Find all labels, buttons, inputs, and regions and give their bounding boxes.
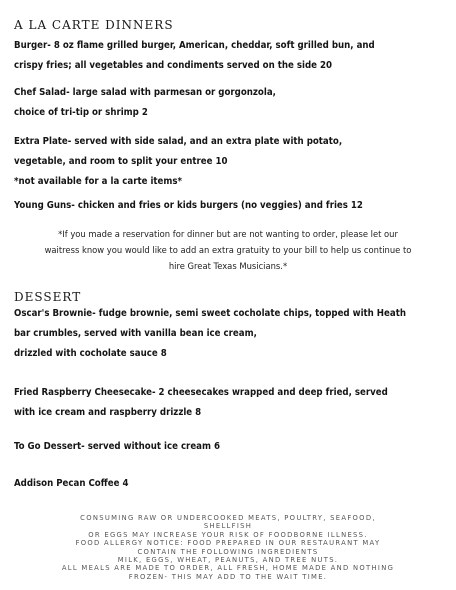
note-line: waitress know you would like to add an extra gratuity to your bill to help us continue to bbox=[44, 245, 412, 255]
menu-item-chef-salad bbox=[14, 83, 446, 123]
menu-item-burger bbox=[14, 36, 446, 76]
note-line: *If you made a reservation for dinner but are not wanting to order, please let our bbox=[58, 229, 398, 239]
menu-item-young-guns bbox=[14, 196, 446, 216]
menu-item-line: Burger- 8 oz flame grilled burger, American, cheddar, soft grilled bun, and bbox=[14, 40, 375, 51]
menu-item-line: vegetable, and room to split your entree 10 bbox=[14, 156, 228, 167]
menu-item-line: Fried Raspberry Cheesecake- 2 cheesecakes wrapped and deep fried, served bbox=[14, 387, 388, 398]
menu-item-line: with ice cream and raspberry drizzle 8 bbox=[14, 407, 202, 418]
disclaimer-line: FROZEN- THIS MAY ADD TO THE WAIT TIME. bbox=[128, 572, 328, 581]
disclaimer-line: CONSUMING RAW OR UNDERCOOKED MEATS, POULTRY, SEAFOOD, bbox=[80, 514, 376, 522]
note-line: hire Great Texas Musicians.* bbox=[168, 261, 288, 271]
menu-item-line: choice of tri-tip or shrimp 2 bbox=[14, 107, 148, 118]
menu-item-line: To Go Dessert- served without ice cream 6 bbox=[14, 441, 220, 452]
menu-item-line: Oscar's Brownie- fudge brownie, semi sweet cocholate chips, topped with Heath bbox=[14, 308, 406, 319]
disclaimer-line: FOOD ALLERGY NOTICE: FOOD PREPARED IN OUR RESTAURANT MAY bbox=[75, 539, 381, 548]
reservation-note bbox=[10, 226, 446, 274]
dinners-heading: A LA CARTE DINNERS bbox=[14, 18, 174, 32]
menu-item-line: crispy fries; all vegetables and condiments served on the side 20 bbox=[14, 60, 333, 71]
menu-item-line: Chef Salad- large salad with parmesan or gorgonzola, bbox=[14, 87, 276, 98]
disclaimer-line: MILK, EGGS, WHEAT, PEANUTS, AND TREE NUTS. bbox=[117, 556, 339, 565]
menu-item-line: Addison Pecan Coffee 4 bbox=[14, 478, 129, 489]
menu-item-line: Young Guns- chicken and fries or kids burgers (no veggies) and fries 12 bbox=[14, 200, 363, 211]
disclaimer-line: CONTAIN THE FOLLOWING INGREDIENTS bbox=[137, 547, 319, 556]
menu-item-extra-plate bbox=[14, 132, 446, 192]
disclaimer-line: ALL MEALS ARE MADE TO ORDER, ALL FRESH, HOME MADE AND NOTHING bbox=[61, 564, 395, 573]
menu-item-to-go-dessert bbox=[14, 437, 446, 457]
menu-item-line: drizzled with cocholate sauce 8 bbox=[14, 348, 167, 359]
menu-item-line: Extra Plate- served with side salad, and an extra plate with potato, bbox=[14, 136, 343, 147]
menu-item-addison-pecan-coffee bbox=[14, 474, 446, 494]
menu-item-fried-raspberry-cheesecake bbox=[14, 383, 446, 423]
menu-item-line: bar crumbles, served with vanilla bean ice cream, bbox=[14, 328, 257, 339]
menu-item-line: *not available for a la carte items* bbox=[14, 176, 183, 187]
disclaimer-line: OR EGGS MAY INCREASE YOUR RISK OF FOODBORNE ILLNESS. bbox=[88, 530, 368, 539]
food-safety-disclaimer bbox=[16, 514, 440, 581]
dessert-heading: DESSERT bbox=[14, 290, 82, 304]
menu-item-oscars-brownie bbox=[14, 304, 446, 364]
disclaimer-line: SHELLFISH bbox=[203, 522, 253, 531]
